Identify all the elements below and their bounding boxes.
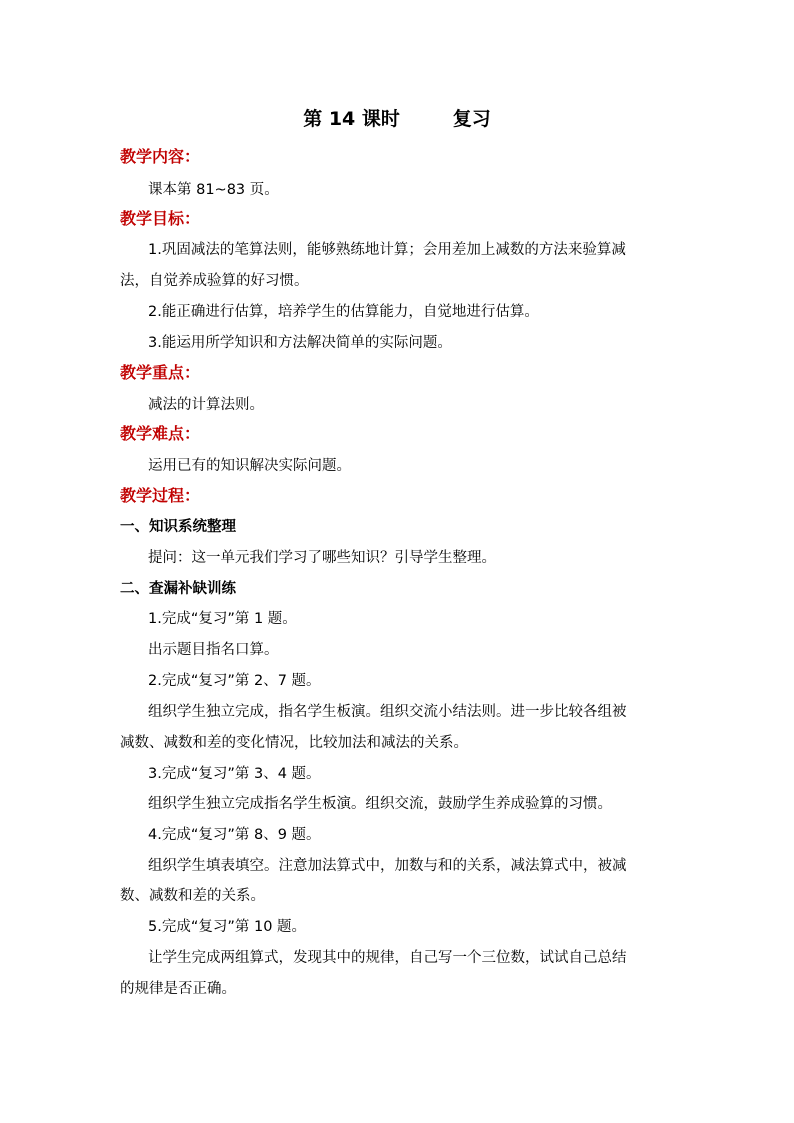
process-line: 组织学生独立完成指名学生板演。组织交流，鼓励学生养成验算的习惯。	[148, 796, 612, 812]
goal-line: 法，自觉养成验算的好习惯。	[120, 273, 309, 289]
goal-line: 1.巩固减法的笔算法则，能够熟练地计算；会用差加上减数的方法来验算减	[148, 242, 626, 258]
difficulty-line: 运用已有的知识解决实际问题。	[148, 458, 351, 474]
heading-teaching-key: 教学重点：	[120, 363, 201, 382]
process-line: 2.完成“复习”第 2、7 题。	[148, 673, 321, 689]
process-line: 出示题目指名口算。	[148, 642, 279, 658]
process-subheading: 一、知识系统整理	[120, 519, 236, 535]
process-line: 组织学生独立完成，指名学生板演。组织交流小结法则。进一步比较各组被	[148, 704, 627, 720]
heading-teaching-goals: 教学目标：	[120, 209, 201, 228]
heading-teaching-content: 教学内容：	[120, 147, 201, 166]
process-line: 5.完成“复习”第 10 题。	[148, 919, 307, 935]
process-line: 组织学生填表填空。注意加法算式中，加数与和的关系，减法算式中，被减	[148, 858, 627, 874]
process-line: 数、减数和差的关系。	[120, 888, 265, 904]
page-title: 第 14 课时 复习	[303, 108, 491, 130]
content-line: 课本第 81~83 页。	[148, 182, 279, 198]
key-line: 减法的计算法则。	[148, 397, 264, 413]
process-line: 让学生完成两组算式，发现其中的规律，自己写一个三位数，试试自己总结	[148, 950, 627, 966]
heading-teaching-process: 教学过程：	[120, 486, 201, 505]
process-line: 的规律是否正确。	[120, 981, 236, 997]
goal-line: 3.能运用所学知识和方法解决简单的实际问题。	[148, 335, 452, 351]
heading-teaching-difficulty: 教学难点：	[120, 424, 201, 443]
goal-line: 2.能正确进行估算，培养学生的估算能力，自觉地进行估算。	[148, 304, 539, 320]
process-line: 减数、减数和差的变化情况，比较加法和减法的关系。	[120, 735, 468, 751]
process-line: 3.完成“复习”第 3、4 题。	[148, 766, 321, 782]
process-line: 1.完成“复习”第 1 题。	[148, 611, 297, 627]
process-line: 提问：这一单元我们学习了哪些知识？引导学生整理。	[148, 550, 496, 566]
process-line: 4.完成“复习”第 8、9 题。	[148, 827, 321, 843]
process-subheading: 二、查漏补缺训练	[120, 581, 236, 597]
